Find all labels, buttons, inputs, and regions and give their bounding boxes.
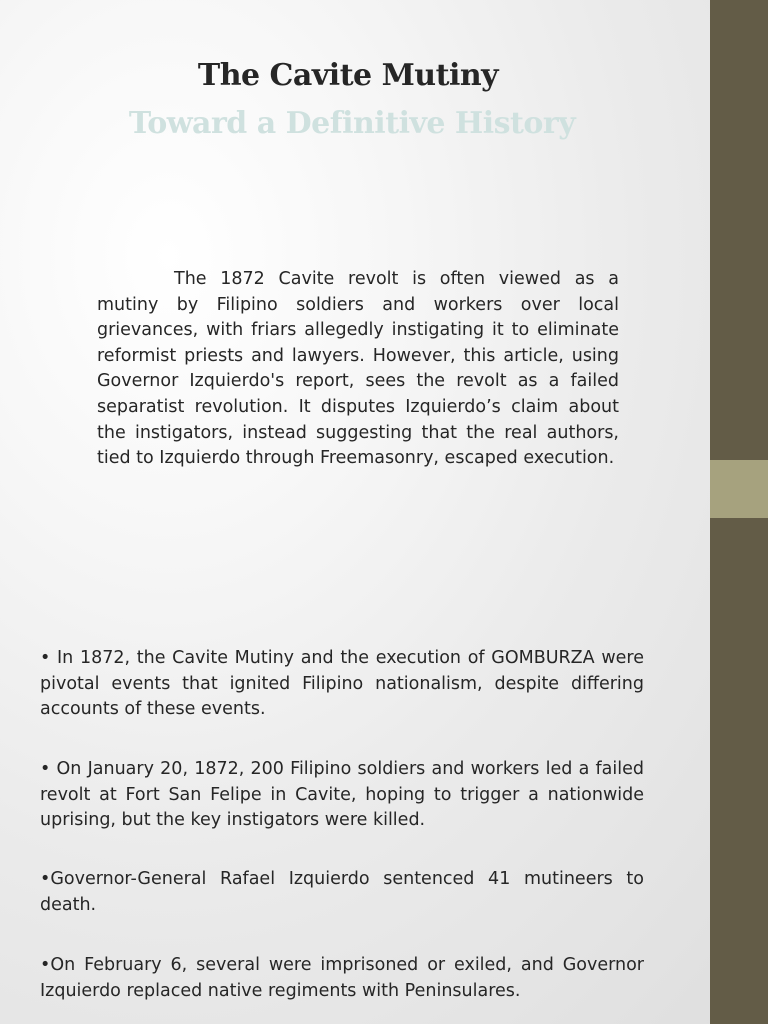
bullet-item: •Governor-General Rafael Izquierdo sentenced 41 mutineers to death. xyxy=(40,869,644,915)
abstract-paragraph: The 1872 Cavite revolt is often viewed as a mutiny by Filipino soldiers and workers over local grievances, with friars allegedly instigating it to eliminate reformist priests and lawyers. However, this article, using Governor Izquierdo's report, sees the revolt as a failed separatist revolution. It disputes Izquierdo’s claim about the instigators, instead suggesting that the real authors, tied to Izquierdo through Freemasonry, escaped execution. xyxy=(97,269,619,469)
slide-title: The Cavite Mutiny xyxy=(197,58,499,93)
slide-subtitle: Toward a Definitive History xyxy=(128,106,576,141)
bullet-item: • On January 20, 1872, 200 Filipino soldiers and workers led a failed revolt at Fort San Felipe in Cavite, hoping to trigger a nationwide uprising, but the key instigators were killed. xyxy=(40,759,644,831)
bullet-item: • In 1872, the Cavite Mutiny and the execution of GOMBURZA were pivotal events that ignited Filipino nationalism, despite differing accounts of these events. xyxy=(40,648,644,720)
bullet-item: •On February 6, several were imprisoned or exiled, and Governor Izquierdo replaced native regiments with Peninsulares. xyxy=(40,955,644,1001)
side-accent-block xyxy=(710,460,768,518)
